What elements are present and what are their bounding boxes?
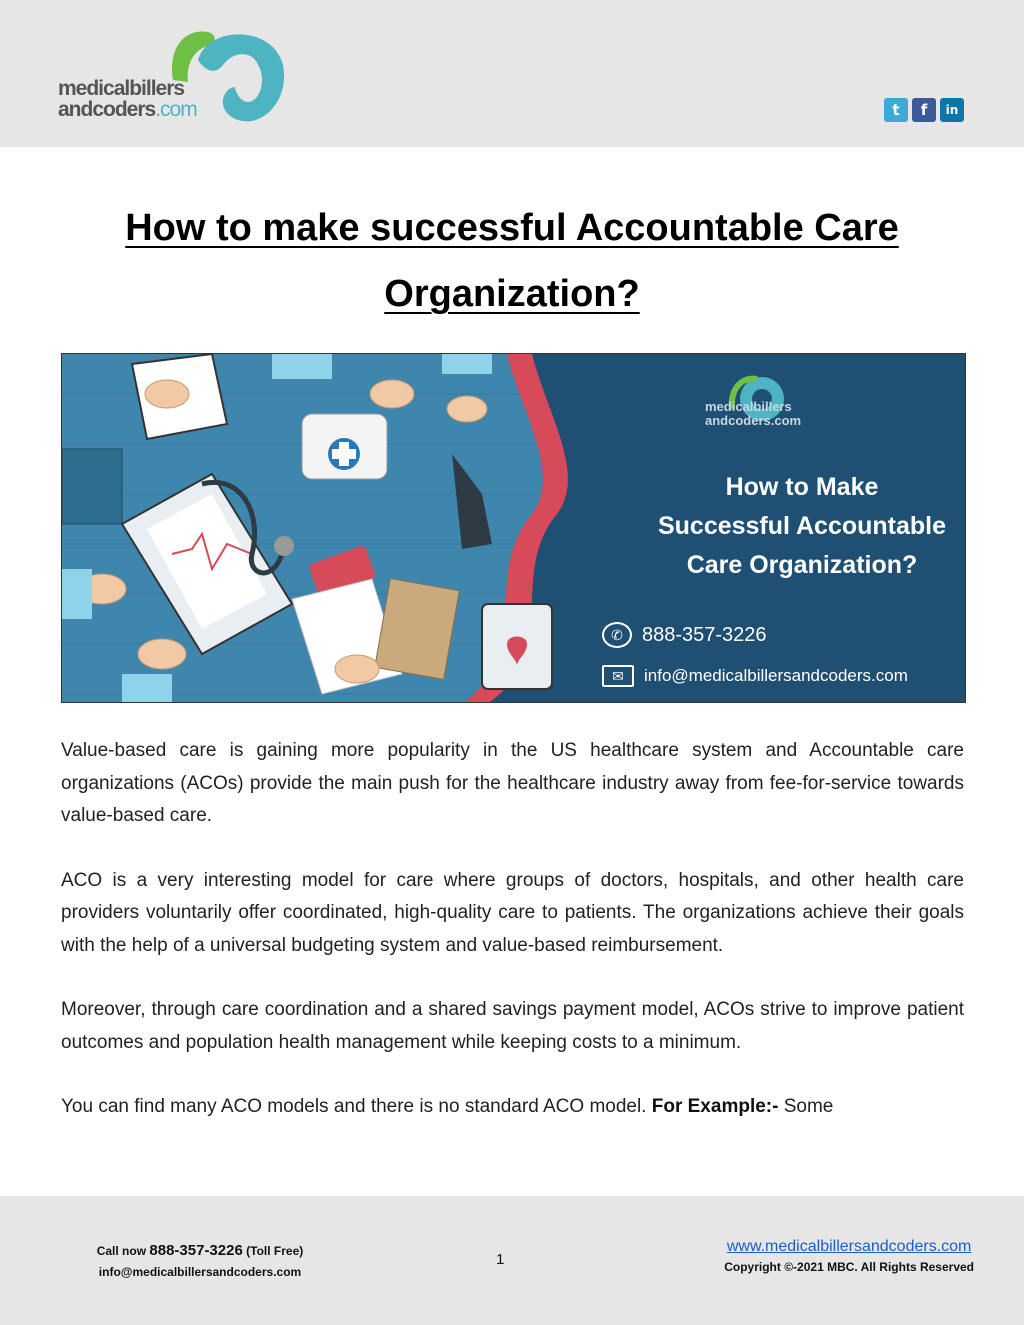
banner-heading-line1: How to Make	[725, 473, 879, 501]
paragraph-1: Value-based care is gaining more popularity in the US healthcare system and Accountable care organizations (ACOs) provide the main push for the healthcare industry away from fee-for-service towards value-based care.	[61, 740, 964, 826]
twitter-icon[interactable]: t	[884, 98, 908, 122]
logo-line1: medicalbillers	[58, 77, 185, 100]
phone-icon: ✆	[602, 622, 632, 648]
logo-line2: andcoders	[58, 98, 156, 121]
banner-phone	[602, 622, 767, 648]
page-footer	[0, 1196, 1024, 1325]
banner-phone-number: 888-357-3226	[642, 623, 767, 646]
paragraph-2: ACO is a very interesting model for care where groups of doctors, hospitals, and other health care providers voluntarily offer coordinated, high-quality care to patients. The organizations achieve their goals with the help of a universal budgeting system and value-based reimbursement.	[61, 869, 964, 956]
linkedin-icon[interactable]: in	[940, 98, 964, 122]
facebook-icon[interactable]: f	[912, 98, 936, 122]
footer-toll-free: (Toll Free)	[242, 1244, 304, 1258]
banner-email-address: info@medicalbillersandcoders.com	[644, 666, 908, 685]
title-line2: Organization?	[384, 273, 640, 315]
banner-logo	[705, 400, 801, 428]
banner-heading-line2: Successful Accountable	[657, 512, 947, 540]
banner-heading	[582, 468, 966, 585]
social-links	[884, 98, 964, 122]
book-icon	[62, 449, 122, 524]
footer-email[interactable]: info@medicalbillersandcoders.com	[98, 1265, 302, 1279]
page-number: 1	[496, 1251, 505, 1268]
footer-site	[724, 1236, 974, 1278]
paragraph-4	[61, 1091, 964, 1124]
page-header	[0, 0, 1024, 147]
page-title	[60, 195, 964, 327]
article-body	[61, 735, 964, 1156]
paragraph-4-bold: For Example:-	[651, 1096, 779, 1117]
footer-phone[interactable]: 888-357-3226	[149, 1242, 243, 1259]
title-line1: How to make successful Accountable Care	[125, 207, 899, 249]
footer-contact	[80, 1240, 320, 1283]
website-link[interactable]: www.medicalbillersandcoders.com	[726, 1238, 972, 1255]
logo-wordmark	[58, 78, 197, 120]
banner-logo-line1: medicalbillers	[705, 399, 792, 414]
paragraph-4-start: You can find many ACO models and there is no standard ACO model.	[61, 1096, 652, 1117]
copyright-text: Copyright ©-2021 MBC. All Rights Reserved	[724, 1260, 974, 1274]
paragraph-3: Moreover, through care coordination and a shared savings payment model, ACOs strive to improve patient outcomes and population health management while keeping costs to a minimum.	[61, 999, 964, 1053]
clipboard-icon	[375, 579, 460, 680]
hero-banner	[61, 353, 966, 703]
logo-dotcom: .com	[155, 98, 197, 121]
envelope-icon: ✉	[602, 665, 634, 687]
banner-heading-line3: Care Organization?	[686, 551, 918, 579]
paragraph-4-end: Some	[778, 1096, 834, 1117]
company-logo[interactable]	[58, 20, 298, 130]
banner-logo-line2: andcoders.com	[705, 413, 802, 428]
footer-call-prefix: Call now	[96, 1244, 150, 1258]
banner-email	[602, 665, 908, 687]
